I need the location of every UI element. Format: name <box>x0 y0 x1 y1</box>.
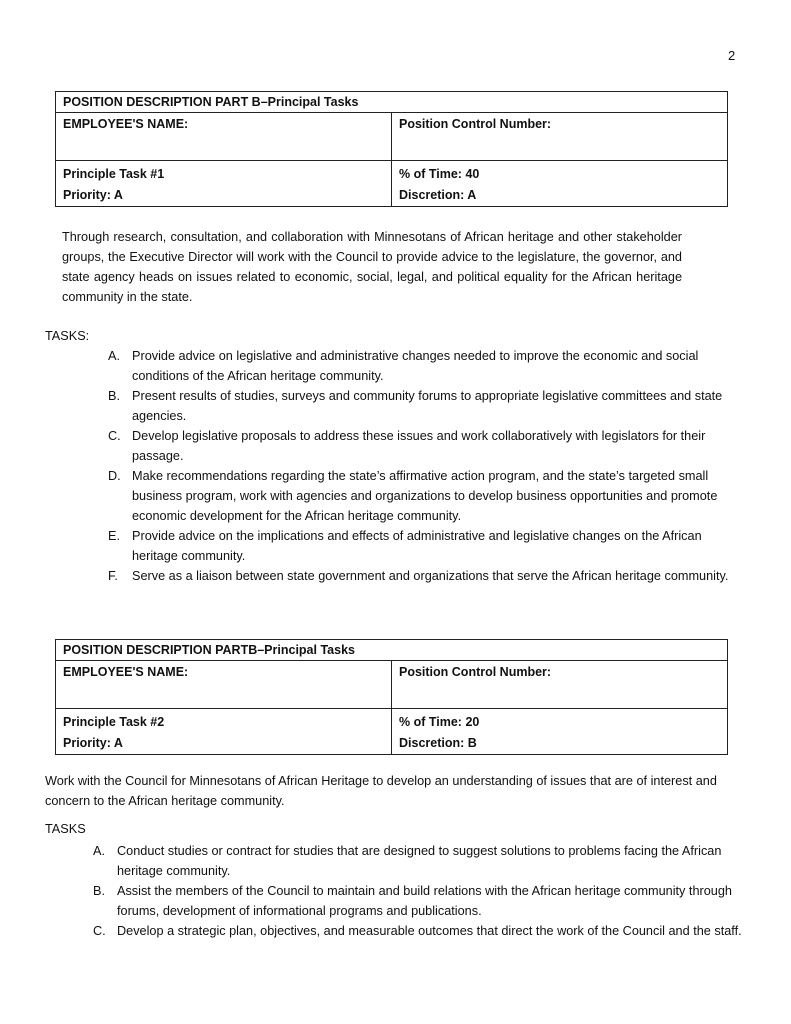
task-list-2 <box>93 841 743 941</box>
list-item: B. Present results of studies, surveys and community forums to appropriate legislative committees and state agencies. <box>108 389 723 423</box>
time-label: % of Time: 20 <box>399 715 480 729</box>
tasks-label-2: TASKS <box>45 822 86 836</box>
discretion-label: Discretion: A <box>399 188 477 202</box>
task-label: Principle Task #2 <box>63 715 165 729</box>
task-priority-cell <box>56 709 392 755</box>
position-description-table-2 <box>55 639 728 755</box>
list-item: E. Provide advice on the implications and effects of administrative and legislative changes on the African heritage community. <box>108 529 702 563</box>
time-discretion-cell <box>392 709 728 755</box>
list-item: A. Conduct studies or contract for studies that are designed to suggest solutions to problems facing the African heritage community. <box>93 844 722 878</box>
position-description-table-1 <box>55 91 728 207</box>
time-label: % of Time: 40 <box>399 167 480 181</box>
task-priority-cell <box>56 161 392 207</box>
priority-label: Priority: A <box>63 188 123 202</box>
time-discretion-cell <box>392 161 728 207</box>
task-description-1: Through research, consultation, and collaboration with Minnesotans of African heritage and other stakeholder groups, the Executive Director will work with the Council to provide advice to the legislature, the governor, and state agency heads on issues related to economic, social, legal, and political equality for the African heritage community in the state. <box>62 230 682 304</box>
list-item: D. Make recommendations regarding the state’s affirmative action program, and the state’s targeted small business program, work with agencies and organizations to develop business opportunities and promote economic development for the African heritage community. <box>108 469 718 523</box>
task-label: Principle Task #1 <box>63 167 165 181</box>
task-description-2: Work with the Council for Minnesotans of African Heritage to develop an understanding of issues that are of interest and concern to the African heritage community. <box>45 774 717 808</box>
employee-name-label: EMPLOYEE'S NAME: <box>56 661 392 709</box>
list-item: C. Develop a strategic plan, objectives, and measurable outcomes that direct the work of the Council and the staff. <box>93 924 742 938</box>
priority-label: Priority: A <box>63 736 123 750</box>
table-title: POSITION DESCRIPTION PART B–Principal Tasks <box>56 92 728 113</box>
page-number: 2 <box>728 48 736 63</box>
position-control-label: Position Control Number: <box>392 113 728 161</box>
list-item: A. Provide advice on legislative and administrative changes needed to improve the economic and social conditions of the African heritage community. <box>108 349 699 383</box>
discretion-label: Discretion: B <box>399 736 477 750</box>
table-title: POSITION DESCRIPTION PARTB–Principal Tasks <box>56 640 728 661</box>
employee-name-label: EMPLOYEE'S NAME: <box>56 113 392 161</box>
position-control-label: Position Control Number: <box>392 661 728 709</box>
list-item: B. Assist the members of the Council to maintain and build relations with the African heritage community through forums, development of informational programs and publications. <box>93 884 732 918</box>
task-list-1 <box>108 346 740 586</box>
list-item: F. Serve as a liaison between state government and organizations that serve the African heritage community. <box>108 569 729 583</box>
tasks-label-1: TASKS: <box>45 329 90 343</box>
list-item: C. Develop legislative proposals to address these issues and work collaboratively with legislators for their passage. <box>108 429 706 463</box>
